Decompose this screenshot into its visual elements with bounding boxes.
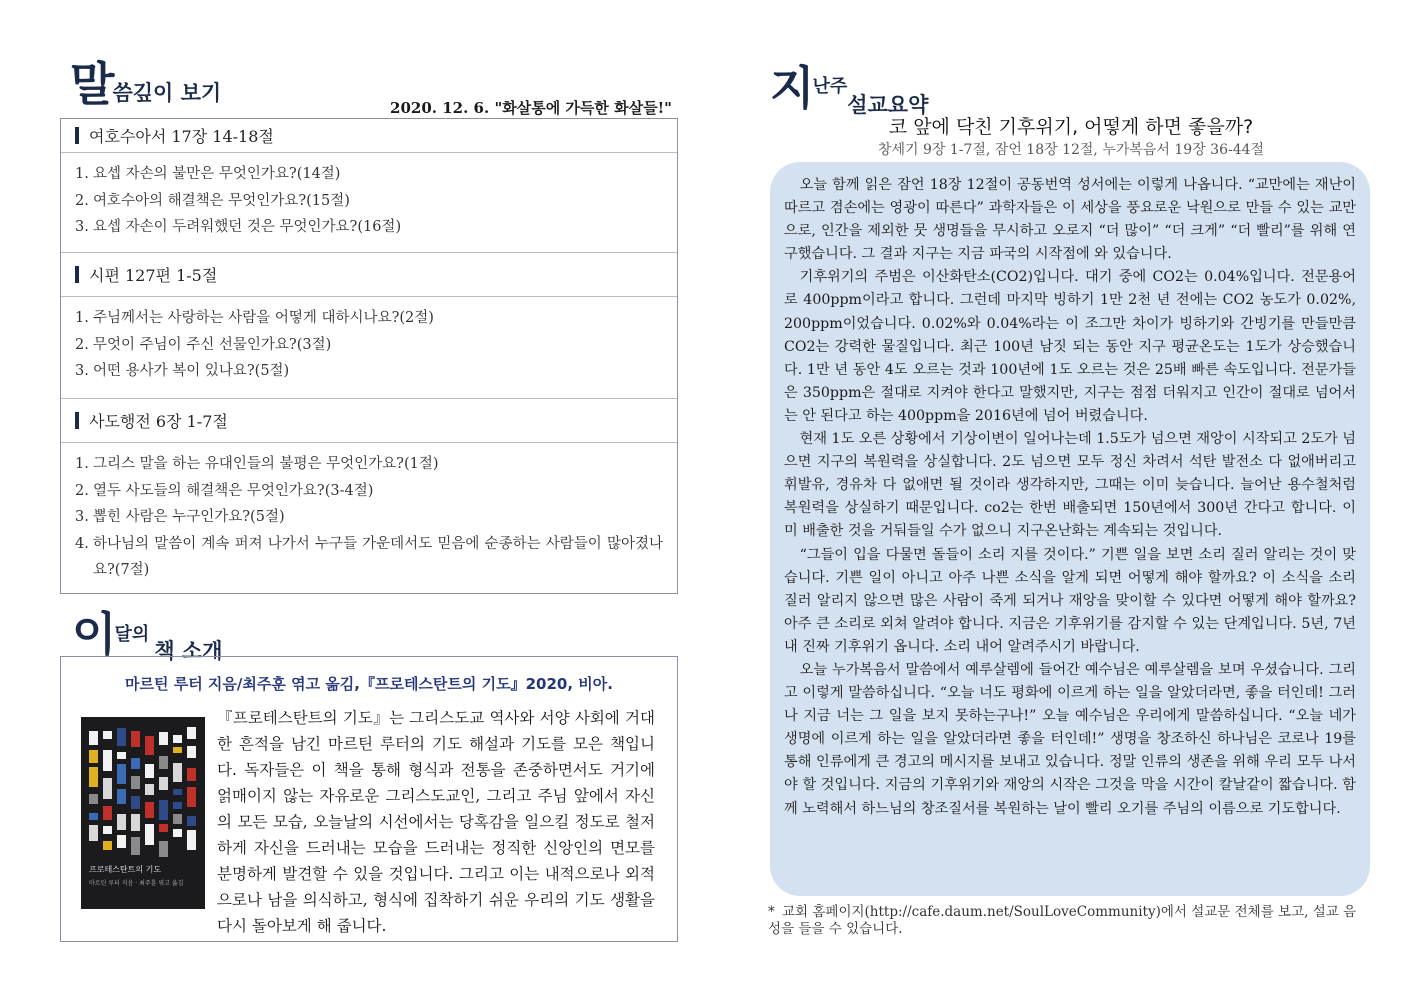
cover-pattern-block — [89, 794, 98, 804]
book-cover-image — [81, 717, 205, 909]
cover-pattern-block — [117, 835, 126, 848]
study-box — [60, 118, 678, 594]
cover-pattern-block — [187, 768, 196, 781]
cover-pattern-block — [173, 802, 182, 809]
cover-pattern-block — [187, 787, 196, 807]
sermon-reference: 창세기 9장 1-7절, 잠언 18장 12절, 누가복음서 19장 36-44절 — [877, 142, 1265, 158]
cover-pattern-block — [159, 777, 168, 790]
cover-pattern-block — [159, 732, 168, 745]
cover-pattern-block — [159, 800, 168, 820]
section-bar-icon — [75, 412, 79, 429]
study-question: 3. 뽑힌 사람은 누구인가요?(5절) — [75, 509, 285, 525]
study-heading — [70, 48, 221, 114]
sermon-heading-part2: 설교요약 — [847, 92, 929, 117]
study-question: 2. 무엇이 주님이 주신 선물인가요?(3절) — [75, 336, 332, 353]
book-heading-initial: 이 — [72, 607, 115, 661]
cover-pattern-block — [89, 750, 98, 763]
book-heading — [72, 598, 222, 664]
cover-pattern-block — [103, 841, 112, 850]
sermon-summary-box — [770, 162, 1370, 896]
cover-pattern-block — [131, 796, 140, 809]
cover-pattern-block — [117, 789, 126, 804]
cover-pattern-block — [145, 824, 154, 845]
book-cover-title: 프로테스탄트의 기도 — [89, 865, 162, 874]
cover-pattern-block — [103, 750, 112, 771]
cover-pattern-block — [89, 731, 98, 745]
cover-pattern-block — [89, 813, 98, 820]
cover-pattern-block — [131, 837, 140, 855]
sermon-heading — [770, 52, 928, 118]
study-date-line: 2020. 12. 6. "화살통에 가득한 화살들!" — [390, 99, 672, 117]
cover-pattern-block — [103, 778, 112, 799]
sermon-paragraph: 기후위기의 주범은 이산화탄소(CO2)입니다. 대기 중에 CO2는 0.04%입니다. 전문용어로 400ppm이라고 합니다. 그런데 마지막 빙하기 1만 2천 년 전에는 CO2 농도가 0.02%, 200ppm이었습니다. 0.02%와 0.04%라는 이 조그만 차이가 빙하기와 간빙기를 만들만큼 CO2는 강력한 물질입니다. 최근 100년 남짓 되는 동안 지구 평균온도는 1도가 상승했습니다. 1만 년 동안 4도 오르는 것과 100년에 1도 오르는 것은 25배 빠른 속도입니다. 전문가들은 350ppm은 절대로 지켜야 한다고 말했지만, 지구는 점점 더워지고 인간이 절대로 넘어서는 안 된다고 하는 400ppm을 2016년에 넘어 버렸습니다. — [784, 269, 1356, 424]
book-title-line: 마르틴 루터 지음/최주훈 엮고 옮김,『프로테스탄트의 기도』2020, 비아. — [125, 675, 613, 693]
study-question-list — [61, 297, 677, 399]
sermon-heading-initial: 지 — [770, 61, 813, 115]
study-question: 4. 하나님의 말씀이 계속 퍼져 나가서 누구들 가운데서도 믿음에 순종하는 사람들이 많아졌나요?(7절) — [75, 535, 663, 578]
cover-pattern-block — [131, 776, 140, 789]
cover-pattern-block — [131, 758, 140, 769]
cover-pattern-block — [117, 764, 126, 784]
study-heading-initial: 말 — [70, 57, 113, 111]
study-heading-rest: 씀깊이 보기 — [112, 80, 222, 105]
sermon-paragraph: 현재 1도 오른 상황에서 기상이변이 일어나는데 1.5도가 넘으면 재앙이 시작되고 2도가 넘으면 지구의 복원력을 상실합니다. 2도 넘으면 모두 정신 차려서 석탄 발전소 다 없애버리고 휘발유, 경유차 다 없애면 될 것이라 생각하지만, 그때는 이미 늦습니다. 늘어난 용수철처럼 복원력을 상실하기 때문입니다. co2는 한번 배출되면 150년에서 300년 간다고 합니다. 이미 배출한 것을 거둬들일 수가 없으니 지구온난화는 계속되는 것입니다. — [784, 431, 1356, 540]
study-question: 1. 그리스 말을 하는 유대인들의 불평은 무엇인가요?(1절) — [75, 456, 439, 472]
cover-pattern-block — [159, 756, 168, 769]
footnote-star-icon: * — [768, 904, 775, 920]
cover-pattern-block — [187, 830, 196, 850]
cover-pattern-block — [173, 763, 182, 782]
cover-pattern-block — [187, 727, 196, 739]
cover-pattern-block — [173, 747, 182, 753]
study-section-title: 시편 127편 1-5절 — [61, 253, 677, 297]
section-bar-icon — [75, 127, 79, 144]
cover-pattern-block — [145, 802, 154, 818]
cover-pattern-block — [173, 735, 182, 743]
cover-pattern-block — [187, 746, 196, 758]
footnote-text: 교회 홈페이지(http://cafe.daum.net/SoulLoveCommunity)에서 설교문 전체를 보고, 설교 음성을 들을 수 있습니다. — [768, 904, 1357, 937]
cover-pattern-block — [103, 806, 112, 820]
cover-pattern-block — [117, 814, 126, 830]
study-question: 1. 요셉 자손의 불만은 무엇인가요?(14절) — [75, 166, 341, 182]
study-question: 1. 주님께서는 사랑하는 사람을 어떻게 대하시나요?(2절) — [75, 310, 434, 326]
cover-pattern-block — [131, 731, 140, 747]
cover-pattern-block — [103, 826, 112, 834]
cover-pattern-block — [89, 825, 98, 841]
book-heading-part1: 달의 — [114, 624, 150, 645]
cover-pattern-block — [145, 764, 154, 778]
study-section-title: 사도행전 6장 1-7절 — [61, 399, 677, 443]
book-box — [60, 656, 678, 942]
cover-pattern-block — [117, 752, 126, 759]
study-section-title: 여호수아서 17장 14-18절 — [61, 119, 677, 153]
cover-pattern-block — [117, 728, 126, 746]
study-question: 2. 여호수아의 해결책은 무엇인가요?(15절) — [75, 192, 350, 209]
study-question: 2. 열두 사도들의 해결책은 무엇인가요?(3-4절) — [75, 482, 374, 499]
cover-pattern-block — [173, 829, 182, 837]
sermon-footnote — [768, 904, 1368, 938]
sermon-paragraph: 오늘 누가복음서 말씀에서 예루살렘에 들어간 예수님은 예루살렘을 보며 우셨습니다. 그리고 이렇게 말씀하십니다. “오늘 너도 평화에 이르게 하는 일을 알았더라면, 좋을 터인데! 그러나 지금 너는 그 일을 보지 못하는구나!” 오늘 예수님은 우리에게 말씀하십니다. “오늘 네가 생명에 이르게 하는 일을 알았더라면 좋을 터인데!” 생명을 창조하신 하나님은 코로나 19를 통해 인류에게 큰 경고의 메시지를 보내고 있습니다. 정말 인류의 생존을 위해 우리 모두 나서야 할 것입니다. 지금의 기후위기와 재앙의 시작은 그것을 막을 시간이 칼날같이 짧습니다. 함께 노력해서 하느님의 창조질서를 복원하는 날이 빨리 오기를 주님의 이름으로 기도합니다. — [784, 661, 1356, 817]
cover-pattern-block — [131, 814, 140, 831]
cover-pattern-block — [145, 736, 154, 755]
sermon-paragraph: 오늘 함께 읽은 잠언 18장 12절이 공동번역 성서에는 이렇게 나옵니다. “교만에는 재난이 따르고 겸손에는 영광이 따른다” 과학자들은 이 세상을 풍요로운 낙원으로 만들 수 있는 교만으로, 인간을 제외한 뭇 생명들을 무시하고 오로지 “더 많이” “더 크게” “더 빨리”를 위해 연구했습니다. 그 결과 지구는 지금 파국의 시작점에 와 있습니다. — [784, 177, 1356, 263]
section-bar-icon — [75, 266, 79, 283]
cover-pattern-block — [159, 841, 168, 857]
cover-pattern-block — [187, 816, 196, 826]
cover-pattern-block — [89, 767, 98, 787]
cover-pattern-block — [173, 789, 182, 795]
cover-pattern-block — [159, 824, 168, 832]
sermon-paragraph: “그들이 입을 다물면 돌들이 소리 지를 것이다.” 기쁜 일을 보면 소리 질러 알리는 것이 맞습니다. 기쁜 일이 아니고 아주 나쁜 소식을 알게 되면 어떻게 해야 할까요? 이 소식을 소리 질러 알리지 않으면 많은 사람이 죽게 되거나 재앙을 맞이할 수 있다면 어떻게 해야 할까요? 아주 큰 소리로 외쳐 알려야 합니다. 지금은 기후위기를 감지할 수 있는 단계입니다. 5년, 7년 내 진짜 기후위기 옵니다. 소리 내어 알려주시기 바랍니다. — [784, 546, 1356, 655]
study-question: 3. 어떤 용사가 복이 있나요?(5절) — [75, 363, 290, 379]
book-heading-part2: 책 소개 — [154, 638, 223, 663]
sermon-title: 코 앞에 닥친 기후위기, 어떻게 하면 좋을까? — [888, 116, 1254, 138]
cover-pattern-block — [145, 784, 154, 795]
book-description: 『프로테스탄트의 기도』는 그리스도교 역사와 서양 사회에 거대한 흔적을 남긴 마르틴 루터의 기도 해설과 기도를 모은 책입니다. 독자들은 이 책을 통해 형식과 전통을 존중하면서도 거기에 얽매이지 않는 자유로운 그리스도교인, 그리고 주님 앞에서 자신의 모든 모습, 오늘날의 시선에서는 당혹감을 일으킬 정도로 철저하게 자신을 드러내는 모습을 드러내는 정직한 신앙인의 면모를 분명하게 발견할 수 있을 것입니다. 그리고 이는 내적으로나 외적으로나 남을 의식하고, 형식에 집착하기 쉬운 우리의 기도 생활을 다시 돌아보게 해 줍니다. — [217, 709, 655, 935]
book-cover-authors: 마르틴 루터 지음 · 최주훈 엮고 옮김 — [89, 880, 184, 887]
study-question-list — [61, 443, 677, 590]
cover-pattern-block — [173, 814, 182, 824]
study-question: 3. 요셉 자손이 두려워했던 것은 무엇인가요?(16절) — [75, 219, 402, 235]
study-question-list — [61, 153, 677, 253]
sermon-heading-part1: 난주 — [812, 76, 848, 97]
cover-pattern-block — [103, 731, 112, 739]
